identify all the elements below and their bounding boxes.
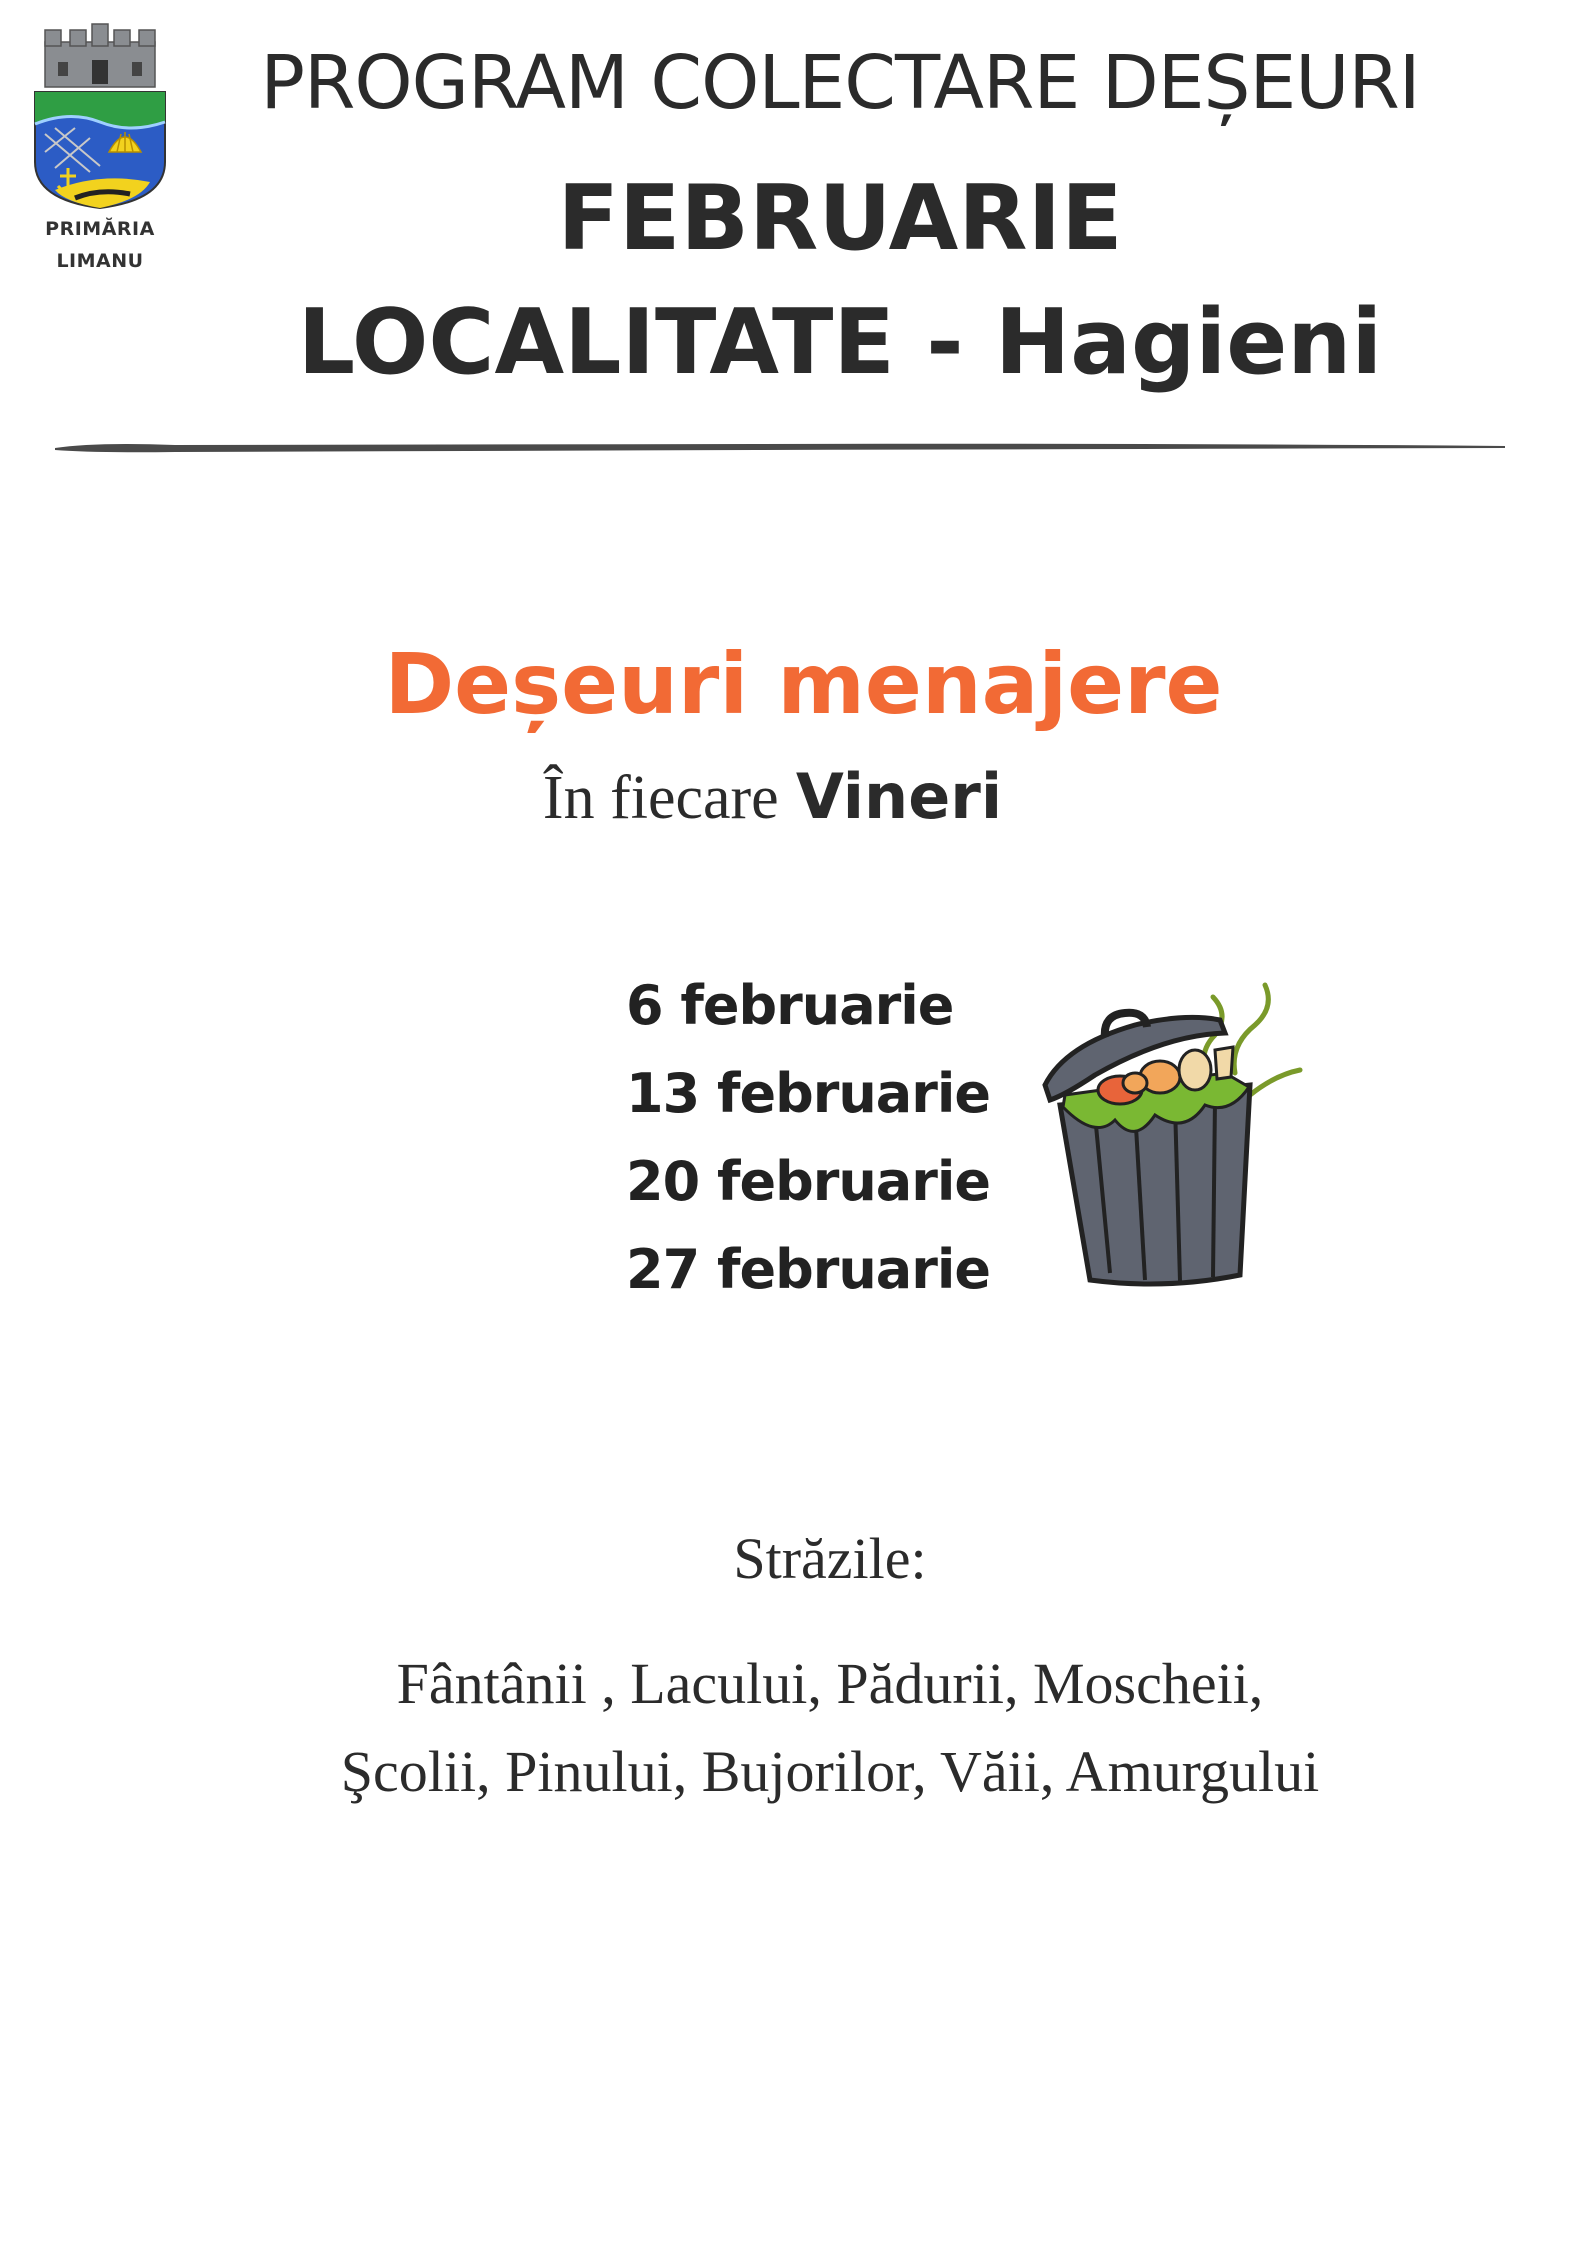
month-heading: FEBRUARIE: [557, 166, 1123, 271]
crest-label: PRIMĂRIA: [45, 218, 155, 240]
divider: [55, 440, 1505, 454]
streets-line: Şcolii, Pinului, Bujorilor, Văii, Amurgului: [340, 1739, 1320, 1804]
streets-label: Străzile:: [733, 1526, 927, 1591]
coat-of-arms-icon: [30, 22, 170, 212]
frequency-prefix: În fiecare: [542, 764, 779, 832]
crest-label: LIMANU: [56, 250, 144, 272]
frequency-day: Vineri: [795, 760, 1003, 833]
list-item: 20 februarie: [626, 1150, 990, 1213]
list-item: 13 februarie: [626, 1062, 990, 1125]
streets-list: [0, 1640, 1587, 1816]
date-list: [626, 962, 990, 1314]
list-item: 27 februarie: [626, 1238, 990, 1301]
frequency-line: [0, 760, 1545, 834]
list-item: 6 februarie: [626, 974, 954, 1037]
locality-heading: LOCALITATE - Hagieni: [297, 290, 1383, 395]
page-title: PROGRAM COLECTARE DEȘEURI: [260, 40, 1420, 126]
streets-line: Fântânii , Lacului, Pădurii, Moscheii,: [396, 1651, 1264, 1716]
waste-type-heading: Deșeuri menajere: [384, 635, 1223, 733]
trash-bin-icon: [1035, 955, 1315, 1295]
